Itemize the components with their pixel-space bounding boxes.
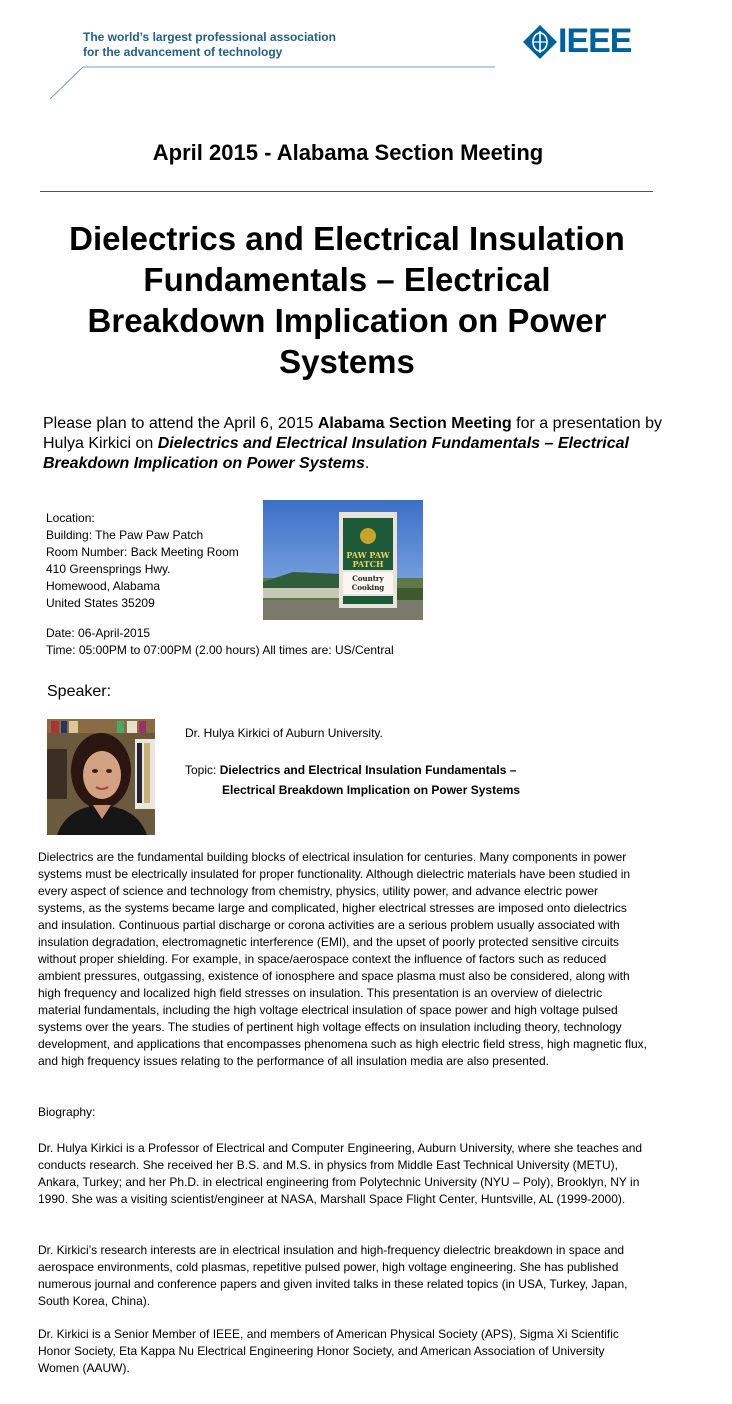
intro-text-2: for a presentation by Hulya Kirkici on [43, 415, 663, 452]
intro-text-1: Please plan to attend the April 6, 2015 [43, 415, 318, 432]
sign-text-4: Cooking [351, 583, 385, 592]
venue-photo [263, 500, 423, 620]
meeting-title: April 2015 - Alabama Section Meeting [152, 140, 544, 165]
tagline-line-2: for the advancement of technology [83, 45, 283, 59]
divider [40, 191, 653, 192]
talk-title-line-3: Breakdown Implication on Power [87, 302, 607, 339]
talk-title [50, 218, 644, 382]
speaker-heading: Speaker: [47, 683, 112, 700]
location-building: Building: The Paw Paw Patch [46, 528, 204, 542]
abstract-paragraph: Dielectrics are the fundamental building blocks of electrical insulation for centuries. Many components in power systems must be electrically insulated for proper functionality. Although dielectric materials have been studied in every aspect of science and technology from chemistry, physics, utility power, and advance electric power systems, as the systems became large and complicated, higher electrical stresses are imposed onto dielectrics and insulation. Continuous partial discharge or corona activities are a serious problem usually associated with insulation degradation, electromagnetic interference (EMI), and the upset of poorly protected sensitive circuits without proper shielding. For example, in space/aerospace context the influence of factors such as reduced ambient pressures, outgassing, existence of ionosphere and space plasma must also be considered, along with high frequency and localized high field stresses on insulation. This presentation is an overview of dielectric material fundamentals, including the high voltage electrical insulation of space power and high voltage pulsed systems over the years. The studies of pertinent high voltage effects on insulation including theory, technology development, and applications that encompasses phenomena such as high electric field stress, high magnetic flux, and high frequency issues relating to the performance of all insulation media are also presented. [38, 850, 648, 1068]
biography-paragraph-1: Dr. Hulya Kirkici is a Professor of Electrical and Computer Engineering, Auburn University, where she teaches and conducts research. She received her B.S. and M.S. in physics from Middle East Technical University (METU), Ankara, Turkey; and her Ph.D. in electrical engineering from Polytechnic University (NYU – Poly), Brooklyn, NY in 1990. She was a visiting scientist/engineer at NASA, Marshall Space Flight Center, Huntsville, AL (1999-2000). [38, 1141, 643, 1206]
biography-paragraph-3: Dr. Kirkici is a Senior Member of IEEE, and members of American Physical Society (APS), Sigma Xi Scientific Honor Society, Eta Kappa Nu Electrical Engineering Honor Society, and American Association of University Women (AAUW). [38, 1327, 619, 1375]
intro-talk-title: Dielectrics and Electrical Insulation Fundamentals – Electrical Breakdown Implication on Power Systems [43, 435, 629, 472]
sign-text-3: Country [352, 574, 384, 583]
location-country: United States 35209 [46, 596, 155, 610]
talk-title-line-1: Dielectrics and Electrical Insulation [69, 220, 625, 257]
talk-title-line-2: Fundamentals – Electrical [143, 261, 551, 298]
topic-line-1: Dielectrics and Electrical Insulation Fundamentals – [219, 763, 517, 777]
ieee-logo-wordmark: IEEE [558, 22, 632, 60]
topic-line-2: Electrical Breakdown Implication on Power Systems [222, 783, 521, 797]
talk-title-line-4: Systems [279, 343, 415, 380]
speaker-topic [185, 760, 520, 800]
intro-section-name: Alabama Section Meeting [317, 415, 512, 432]
location-city: Homewood, Alabama [46, 579, 161, 593]
speaker-photo [47, 719, 155, 835]
location-street: 410 Greensprings Hwy. [46, 562, 171, 576]
datetime-block [46, 625, 394, 659]
topic-label: Topic: [185, 763, 220, 777]
speaker-name: Dr. Hulya Kirkici of Auburn University. [185, 726, 383, 740]
sign-text-2: PATCH [352, 559, 384, 569]
location-room: Room Number: Back Meeting Room [46, 545, 239, 559]
intro-text-3: . [364, 455, 370, 472]
event-date: Date: 06-April-2015 [46, 626, 151, 640]
biography-paragraph-2: Dr. Kirkici’s research interests are in electrical insulation and high-frequency dielectric breakdown in space and aerospace environments, cold plasmas, repetitive pulsed power, high voltage engineering. She has published numerous journal and conference papers and given invited talks in these related topics (in USA, Turkey, Japan, South Korea, China). [38, 1243, 628, 1308]
ieee-tagline [83, 30, 336, 60]
biography-heading: Biography: [38, 1105, 96, 1119]
intro-paragraph [43, 414, 683, 474]
sign-text-1: PAW PAW [346, 550, 390, 560]
location-block [46, 510, 239, 612]
location-label: Location: [46, 511, 95, 525]
tagline-line-1: The world’s largest professional association [83, 30, 336, 44]
event-time: Time: 05:00PM to 07:00PM (2.00 hours) All times are: US/Central [46, 643, 394, 657]
